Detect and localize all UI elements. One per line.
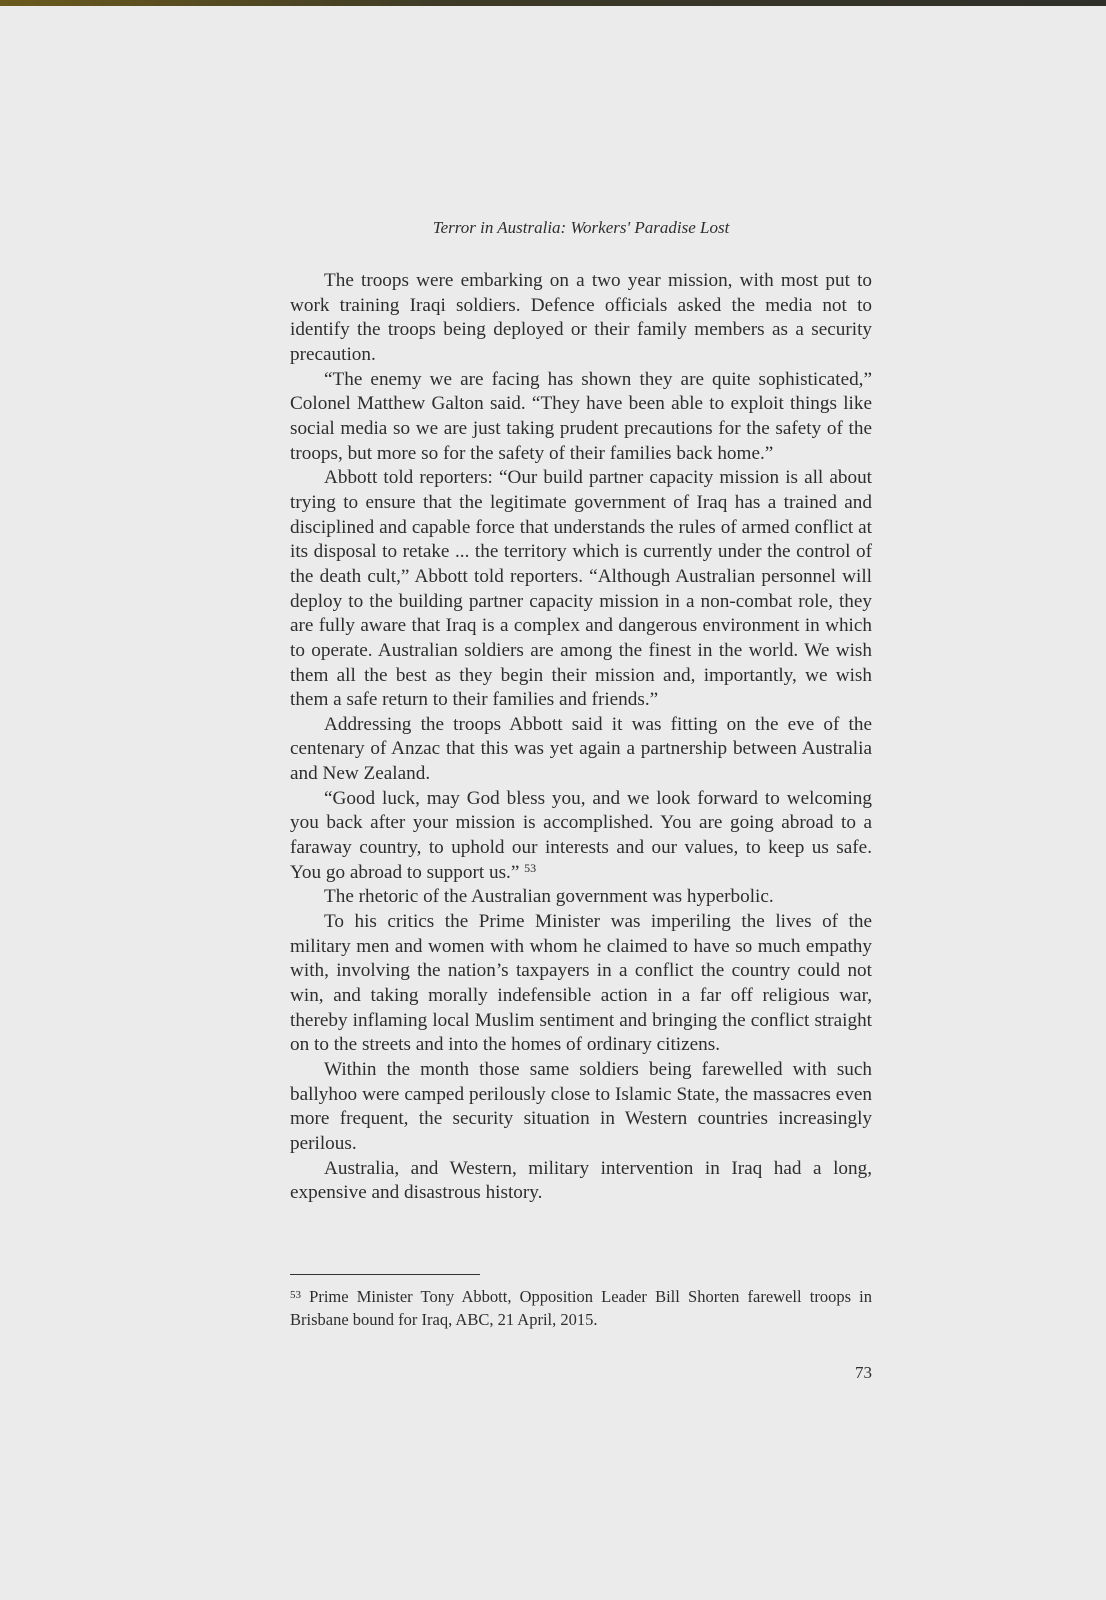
scan-top-edge [0, 0, 1106, 6]
paragraph: Addressing the troops Abbott said it was fitting on the eve of the centenary of Anzac that this was yet again a partnership between Australia and New Zealand. [290, 713, 872, 785]
paragraph: Within the month those same soldiers being farewelled with such ballyhoo were camped perilously close to Islamic State, the massacres even more frequent, the security situation in Western countries increasingly perilous. [290, 1059, 872, 1154]
footnote [290, 1285, 872, 1331]
paragraph-with-footnote [290, 787, 872, 886]
footnote-reference: 53 [524, 860, 537, 875]
running-head: Terror in Australia: Workers' Paradise Lost [432, 218, 730, 237]
paragraph: To his critics the Prime Minister was imperiling the lives of the military men and women with whom he claimed to have so much empathy with, involving the nation’s taxpayers in a conflict the country could not win, and taking morally indefensible action in a far off religious war, thereby inflaming local Muslim sentiment and bringing the conflict straight on to the streets and into the homes of ordinary citizens. [290, 911, 872, 1056]
footnote-text: Prime Minister Tony Abbott, Opposition Leader Bill Shorten farewell troops in Brisbane bound for Iraq, ABC, 21 April, 2015. [290, 1287, 872, 1329]
page-number: 73 [855, 1363, 872, 1382]
footnote-number: 53 [290, 1289, 301, 1301]
paragraph: Abbott told reporters: “Our build partner capacity mission is all about trying to ensure that the legitimate government of Iraq has a trained and disciplined and capable force that understands the rules of armed conflict at its disposal to retake ... the territory which is currently under the control of the death cult,” Abbott told reporters. “Although Australian personnel will deploy to the building partner capacity mission in a non-combat role, they are fully aware that Iraq is a complex and dangerous environment in which to operate. Australian soldiers are among the finest in the world. We wish them all the best as they begin their mission and, importantly, we wish them a safe return to their families and friends.” [290, 467, 872, 711]
paragraph: The rhetoric of the Australian government was hyperbolic. [324, 886, 774, 908]
paragraph: The troops were embarking on a two year mission, with most put to work training Iraqi soldiers. Defence officials asked the media not to identify the troops being deployed or their family members as a security precaution. [290, 270, 872, 365]
paragraph-text: “Good luck, may God bless you, and we look forward to welcoming you back after your mission is accomplished. You are going abroad to a faraway country, to uphold our interests and our values, to keep us safe. You go abroad to support us.” [290, 787, 872, 883]
footnote-divider [290, 1274, 480, 1275]
paragraph: Australia, and Western, military intervention in Iraq had a long, expensive and disastrous history. [290, 1157, 872, 1204]
body-text [290, 269, 872, 1206]
paragraph: “The enemy we are facing has shown they are quite sophisticated,” Colonel Matthew Galton said. “They have been able to exploit things like social media so we are just taking prudent precautions for the safety of the troops, but more so for the safety of their families back home.” [290, 368, 872, 464]
